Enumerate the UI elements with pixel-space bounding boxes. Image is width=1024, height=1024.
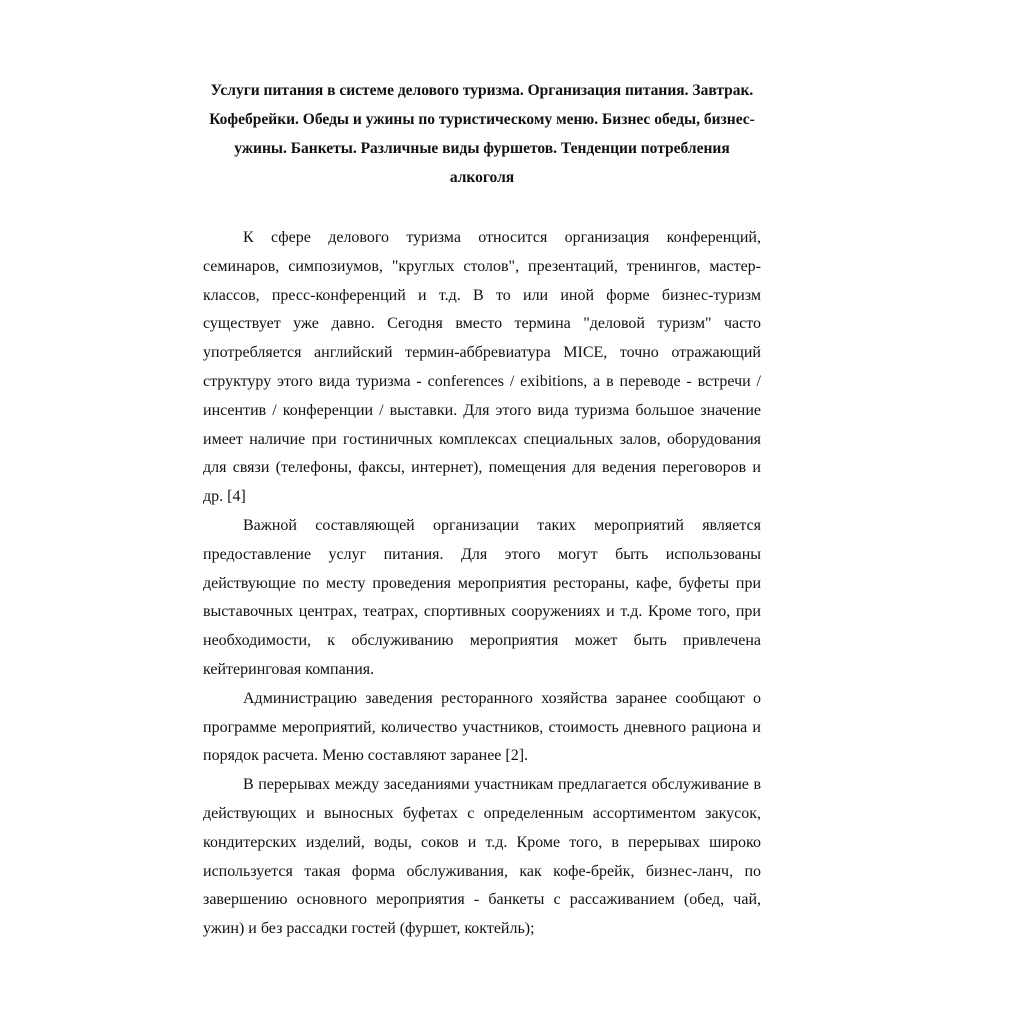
paragraph: Важной составляющей организации таких мероприятий является предоставление услуг питания. Для этого могут быть использованы действующие по месту проведения мероприятия рестораны, кафе, буфеты при выставочных центрах, театрах, спортивных сооружениях и т.д. Кроме того, при необходимости, к обслуживанию мероприятия может быть привлечена кейтеринговая компания.: [203, 516, 761, 678]
paragraph: К сфере делового туризма относится организация конференций, семинаров, симпозиумов, "круглых столов", презентаций, тренингов, мастер-классов, пресс-конференций и т.д. В то или иной форме бизнес-туризм существует уже давно. Сегодня вместо термина "деловой туризм" часто употребляется английский термин-аббревиатура MICE, точно отражающий структуру этого вида туризма - conferences / exibitions, а в переводе - встречи / инсентив / конференции / выставки. Для этого вида туризма большое значение имеет наличие при гостиничных комплексах специальных залов, оборудования для связи (телефоны, факсы, интернет), помещения для ведения переговоров и др. [4]: [203, 229, 761, 506]
paragraph: В перерывах между заседаниями участникам предлагается обслуживание в действующих и выносных буфетах с определенным ассортиментом закусок, кондитерских изделий, воды, соков и т.д. Кроме того, в перерывах широко используется такая форма обслуживания, как кофе-брейк, бизнес-ланч, по завершению основного мероприятия - банкеты с рассаживанием (обед, чай, ужин) и без рассадки гостей (фуршет, коктейль);: [203, 776, 761, 938]
document-page: [203, 76, 761, 944]
document-title: Услуги питания в системе делового туризма. Организация питания. Завтрак. Кофебрейки. Обеды и ужины по туристическому меню. Бизнес обеды, бизнес-ужины. Банкеты. Различные виды фуршетов. Тенденции потребления алкоголя: [209, 82, 755, 186]
paragraph: Администрацию заведения ресторанного хозяйства заранее сообщают о программе мероприятий, количество участников, стоимость дневного рациона и порядок расчета. Меню составляют заранее [2].: [203, 689, 761, 765]
